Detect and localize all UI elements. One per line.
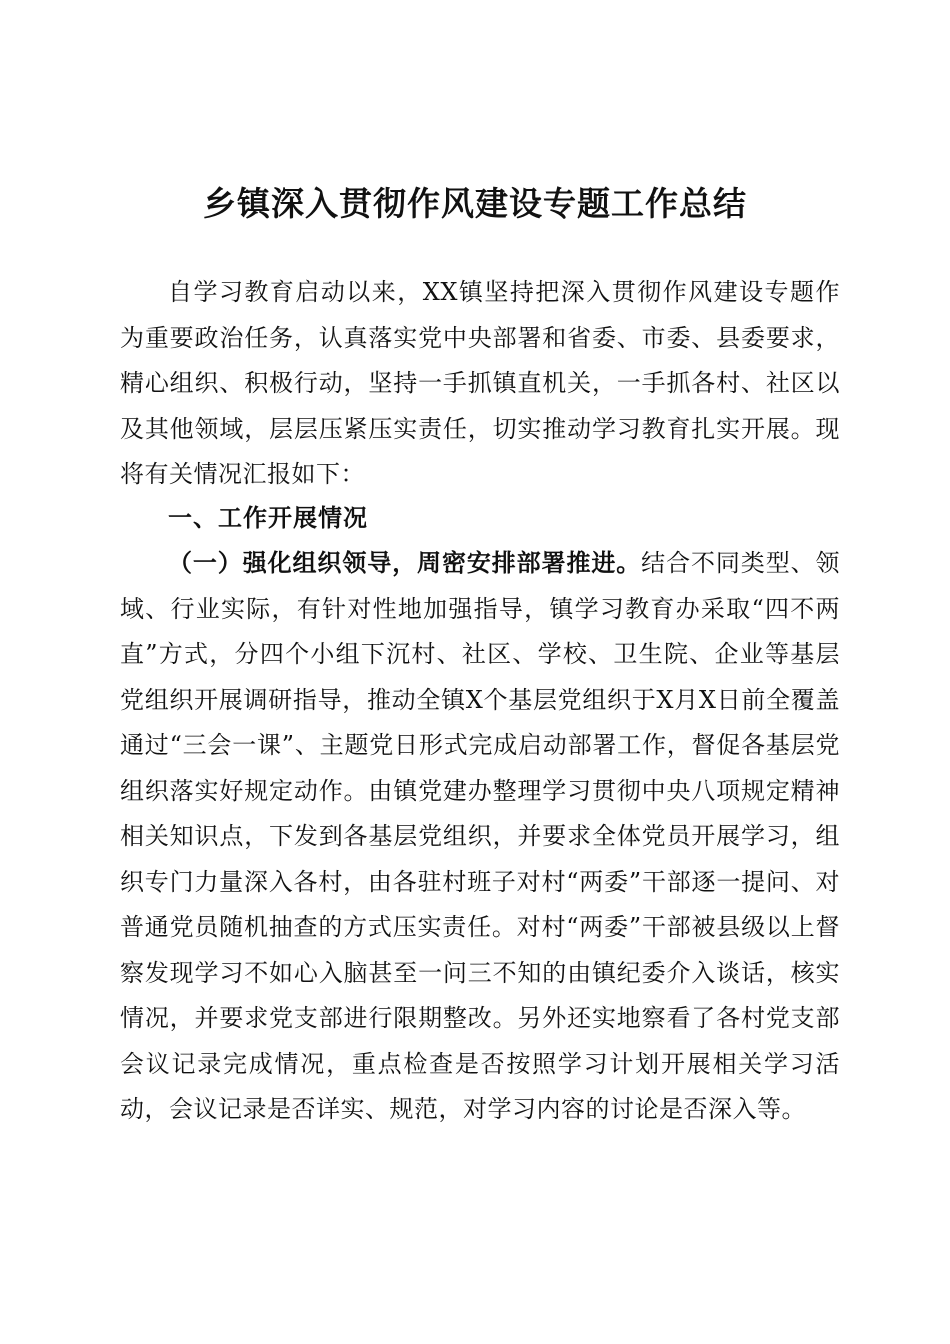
document-title: 乡镇深入贯彻作风建设专题工作总结: [203, 184, 747, 223]
intro-paragraph: 自学习教育启动以来，XX镇坚持把深入贯彻作风建设专题作为重要政治任务，认真落实党中央部署和省委、市委、县委要求，精心组织、积极行动，坚持一手抓镇直机关，一手抓各村、社区以及其他领域，层层压紧压实责任，切实推动学习教育扎实开展。现将有关情况汇报如下：: [120, 278, 840, 488]
subsection-heading-organization: （一）强化组织领导，周密安排部署推进。: [168, 548, 642, 577]
subsection-body-organization: 结合不同类型、领域、行业实际，有针对性地加强指导，镇学习教育办采取“四不两直”方式，分四个小组下沉村、社区、学校、卫生院、企业等基层党组织开展调研指导，推动全镇X个基层党组织于X月X日前全覆盖通过“三会一课”、主题党日形式完成启动部署工作，督促各基层党组织落实好规定动作。由镇党建办整理学习贯彻中央八项规定精神相关知识点，下发到各基层党组织，并要求全体党员开展学习，组织专门力量深入各村，由各驻村班子对村“两委”干部逐一提问、对普通党员随机抽查的方式压实责任。对村“两委”干部被县级以上督察发现学习不如心入脑甚至一问三不知的由镇纪委介入谈话，核实情况，并要求党支部进行限期整改。另外还实地察看了各村党支部会议记录完成情况，重点检查是否按照学习计划开展相关学习活动，会议记录是否详实、规范，对学习内容的讨论是否深入等。: [120, 549, 840, 1123]
section-heading-work-progress: 一、工作开展情况: [168, 504, 368, 532]
subsection-paragraph-organization: [120, 540, 840, 1133]
